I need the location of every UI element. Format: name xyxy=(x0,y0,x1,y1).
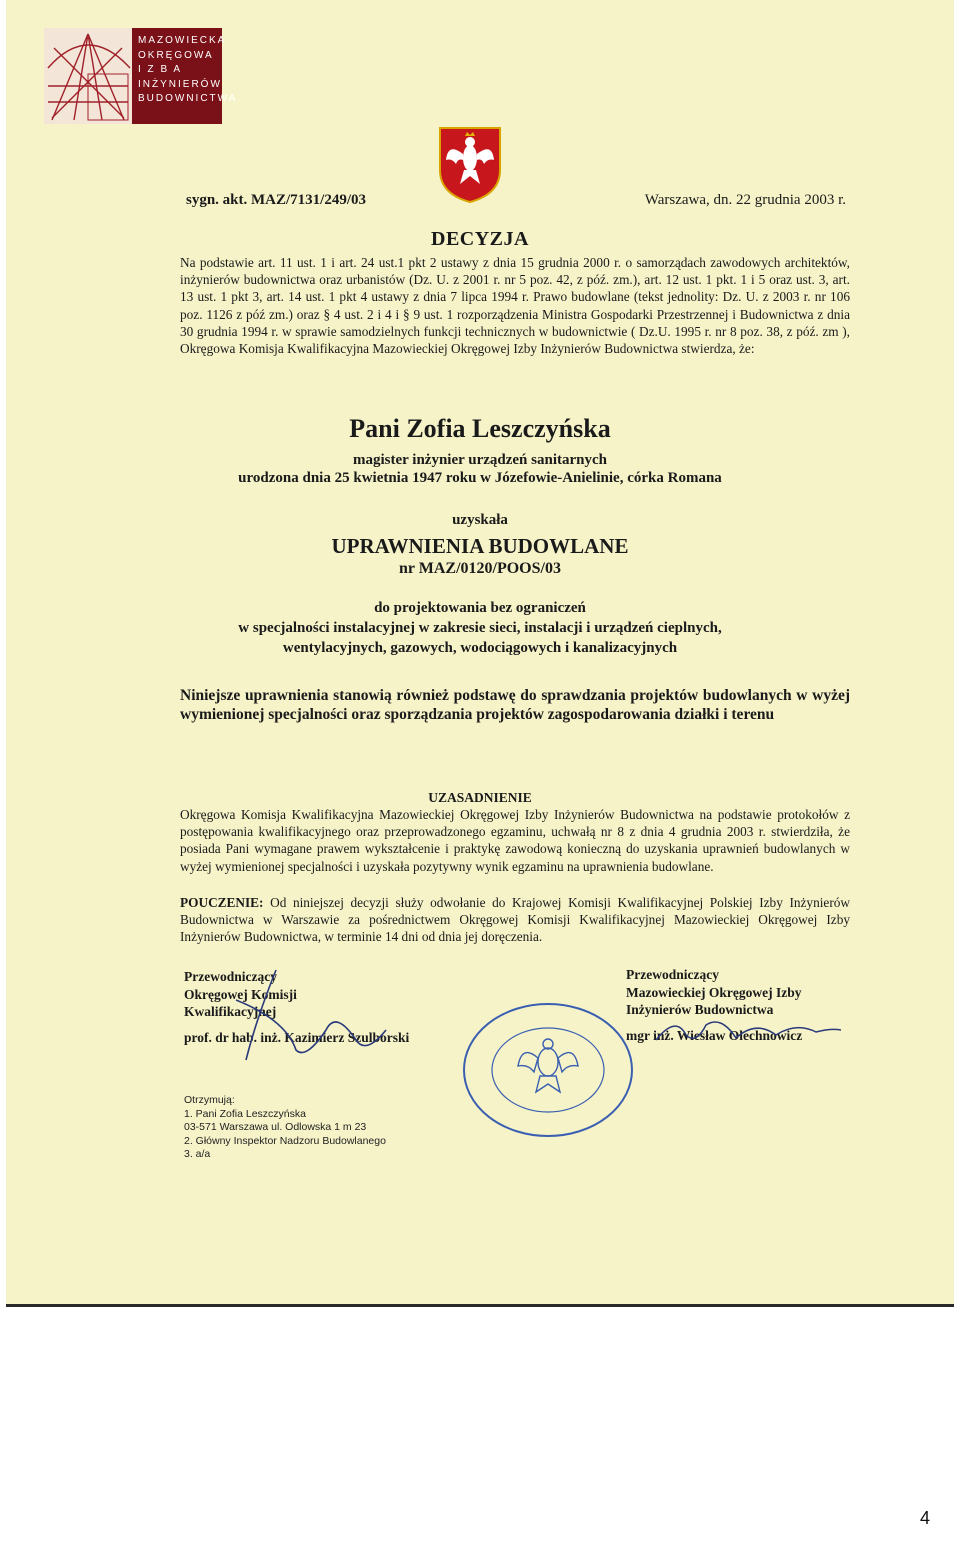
person-profession: magister inżynier urządzeń sanitarnych xyxy=(352,452,607,468)
entitlement-scope xyxy=(6,598,954,658)
signatory-role-line: Inżynierów Budownictwa xyxy=(626,1002,774,1017)
signatory-role-line: Przewodniczący xyxy=(184,969,277,984)
person-name: Pani Zofia Leszczyńska xyxy=(349,414,611,443)
logo-emblem-icon xyxy=(44,28,132,124)
eagle-emblem-icon xyxy=(434,124,506,204)
logo-text: MAZOWIECKA OKRĘGOWA I Z B A INŻYNIERÓW BUDOWNICTWA xyxy=(132,28,222,124)
recipient-line: 03-571 Warszawa ul. Odlowska 1 m 23 xyxy=(184,1121,367,1133)
entitlement-number: nr MAZ/0120/POOS/03 xyxy=(399,560,561,577)
place-date: Warszawa, dn. 22 grudnia 2003 r. xyxy=(644,192,846,208)
instruction-text: Od niniejszej decyzji służy odwołanie do Krajowej Komisji Kwalifikacyjnej Polskiej Izby Inżynierów Budownictwa w Warszawie za pośrednictwem Okręgowej Komisji Kwalifikacyjnej Mazowieckiej Okręgowej Izby Inżynierów Budownictwa, w terminie 14 dni od dnia jej doręczenia. xyxy=(180,895,850,945)
recipient-line: 1. Pani Zofia Leszczyńska xyxy=(184,1107,306,1120)
signatory-role-line: Przewodniczący xyxy=(626,967,719,982)
entitlement-title: UPRAWNIENIA BUDOWLANE xyxy=(331,534,629,558)
case-reference: sygn. akt. MAZ/7131/249/03 xyxy=(186,192,367,208)
handwritten-signature-left xyxy=(216,960,416,1070)
recipient-line: 2. Główny Inspektor Nadzoru Budowlanego xyxy=(184,1134,386,1147)
justification-paragraph: Okręgowa Komisja Kwalifikacyjna Mazowieckiej Okręgowej Izby Inżynierów Budownictwa na podstawie protokołów z postępowania kwalifikacyjnego oraz przeprowadzonego egzaminu, uchwałą nr 8 z dnia 4 grudnia 2003 r. stwierdziła, że posiada Pani wymagane prawem wykształcenie i praktykę zawodową konieczną do uzyskania uprawnień budowlanych w wyżej wymienionej specjalności i uzyskała pozytywny wynik egzaminu na uprawnienia budowlane. xyxy=(180,807,850,874)
person-birth-info: urodzona dnia 25 kwietnia 1947 roku w Józefowie-Anielinie, córka Romana xyxy=(238,470,722,486)
official-stamp-icon xyxy=(458,1000,638,1140)
signatory-role-line: Okręgowej Komisji xyxy=(184,986,297,1002)
signatory-role-line: Kwalifikacyjnej xyxy=(184,1004,277,1019)
document-title: DECYZJA xyxy=(431,228,529,250)
instruction-paragraph xyxy=(180,894,850,946)
legal-basis-paragraph: Na podstawie art. 11 ust. 1 i art. 24 ust.1 pkt 2 ustawy z dnia 15 grudnia 2000 r. o samorządach zawodowych architektów, inżynierów budownictwa oraz urbanistów (Dz. U. z 2001 r. nr 5 poz. 42, z póź. zm.), art. 12 ust. 1 pkt. 1 i 5 oraz ust. 3, art. 13 ust. 1 pkt 3, art. 14 ust. 1 pkt 4 ustawy z dnia 7 lipca 1994 r. Prawo budowlane (tekst jednolity: Dz. U. z 2003 r. nr 106 poz. 1126 z póź zm.) oraz § 4 ust. 2 i 4 i § 9 ust. 1 rozporządzenia Ministra Gospodarki Przestrzennej i Budownictwa z dnia 30 grudnia 1994 r. w sprawie samodzielnych funkcji technicznych w budownictwie ( Dz.U. 1995 r. nr 8 poz. 38, z póź. zm ), Okręgowa Komisja Kwalifikacyjna Mazowieckiej Okręgowej Izby Inżynierów Budownictwa stwierdza, że: xyxy=(180,255,850,357)
recipients-list xyxy=(184,1094,386,1162)
chamber-logo xyxy=(44,28,238,124)
scope-line: wentylacyjnych, gazowych, wodociągowych i kanalizacyjnych xyxy=(282,640,678,656)
signatory-role-line: Mazowieckiej Okręgowej Izby xyxy=(626,984,802,1000)
obtained-label: uzyskała xyxy=(452,512,508,528)
scope-line: w specjalności instalacyjnej w zakresie sieci, instalacji i urządzeń cieplnych, xyxy=(238,620,722,636)
recipient-line: 3. a/a xyxy=(184,1148,211,1160)
justification-heading: UZASADNIENIE xyxy=(428,790,532,805)
handwritten-signature-right xyxy=(646,1010,846,1050)
additional-rights-paragraph: Niniejsze uprawnienia stanowią również podstawę do sprawdzania projektów budowlanych w wyżej wymienionej specjalności oraz sporządzania projektów zagospodarowania działki i terenu xyxy=(180,687,850,723)
signatory-name: prof. dr hab. inż. Kazimierz Szulborski xyxy=(184,1029,410,1045)
instruction-label: POUCZENIE: xyxy=(180,895,264,910)
document-sheet xyxy=(6,0,954,1307)
signatory-name: mgr inż. Wiesław Olechnowicz xyxy=(626,1027,803,1043)
recipients-heading: Otrzymują: xyxy=(184,1094,235,1106)
scope-line: do projektowania bez ograniczeń xyxy=(374,600,586,616)
page-number: 4 xyxy=(919,1508,930,1528)
